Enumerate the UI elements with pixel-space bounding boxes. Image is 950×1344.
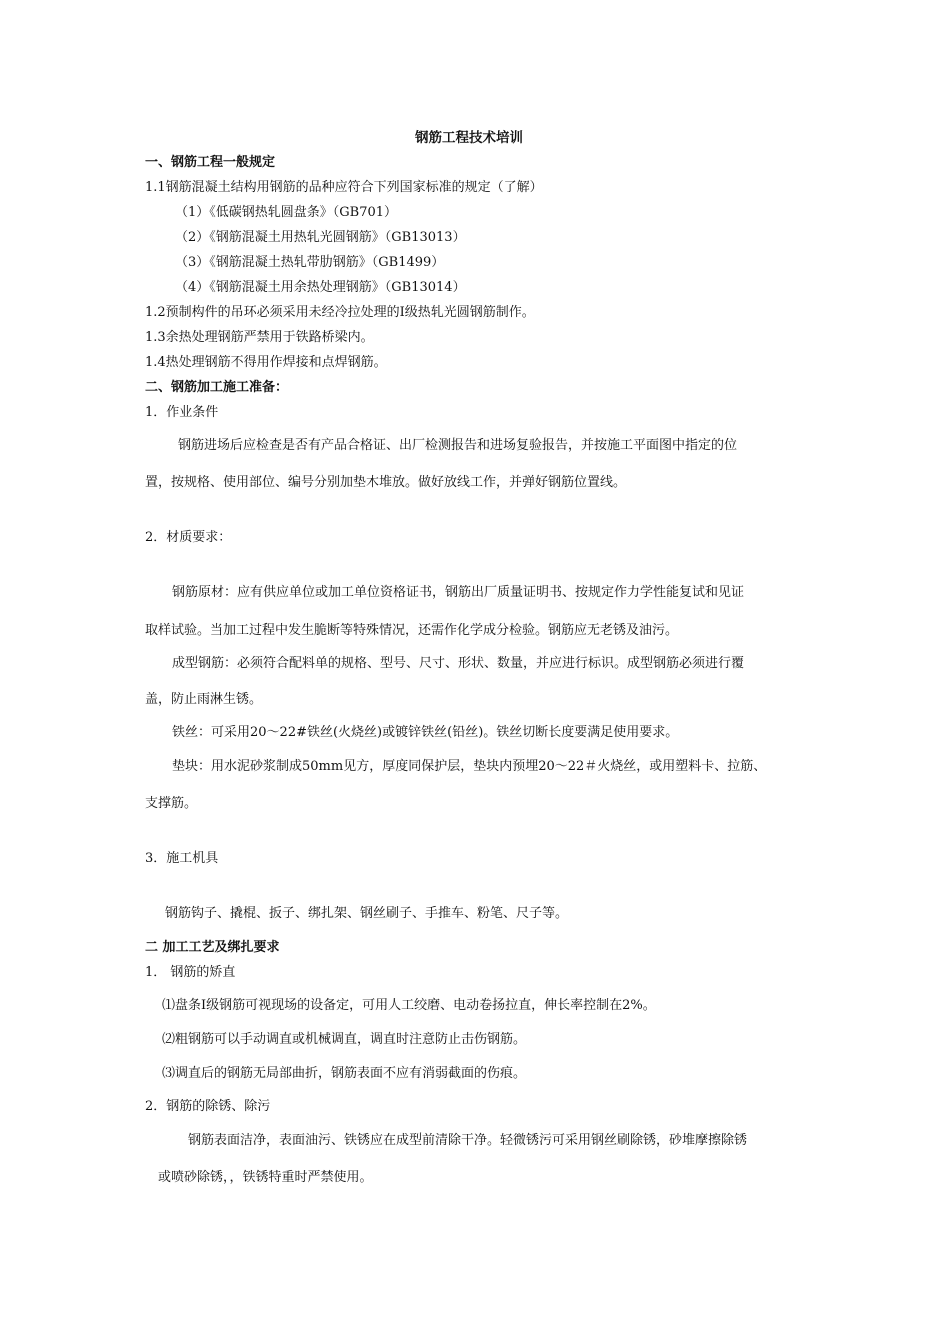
- standard-item-3: （3）《钢筋混凝土热轧带肋钢筋》（GB1499）: [175, 255, 445, 270]
- standard-item-2: （2）《钢筋混凝土用热轧光圆钢筋》（GB13013）: [175, 230, 466, 245]
- straightening-item-1: ⑴盘条Ⅰ级钢筋可视现场的设备定，可用人工绞磨、电动卷扬拉直，伸长率控制在2%。: [162, 998, 656, 1013]
- tools-paragraph: 钢筋钩子、撬棍、扳子、绑扎架、钢丝刷子、手推车、粉笔、尺子等。: [165, 906, 569, 921]
- rust-removal-line-1: 钢筋表面洁净，表面油污、铁锈应在成型前清除干净。轻微锈污可采用钢丝刷除锈，砂堆摩擦除锈: [188, 1133, 748, 1148]
- straightening-item-2: ⑵粗钢筋可以手动调直或机械调直，调直时注意防止击伤钢筋。: [162, 1032, 527, 1047]
- paragraph-1-2: 1.2预制构件的吊环必须采用未经冷拉处理的Ⅰ级热轧光圆钢筋制作。: [145, 305, 535, 320]
- raw-rebar-line-1: 钢筋原材：应有供应单位或加工单位资格证书，钢筋出厂质量证明书、按规定作力学性能复试和见证: [172, 585, 745, 600]
- section-2-heading: 二、钢筋加工施工准备：: [145, 380, 289, 395]
- subheading-material-requirements: 2．材质要求：: [145, 530, 232, 545]
- work-conditions-line-1: 钢筋进场后应检查是否有产品合格证、出厂检测报告和进场复验报告，并按施工平面图中指定的位: [178, 438, 738, 453]
- standard-item-1: （1）《低碳钢热轧圆盘条》（GB701）: [175, 205, 398, 220]
- wire-paragraph: 铁丝：可采用20～22#铁丝(火烧丝)或镀锌铁丝(铅丝)。铁丝切断长度要满足使用要求。: [172, 725, 679, 740]
- standard-item-4: （4）《钢筋混凝土用余热处理钢筋》（GB13014）: [175, 280, 466, 295]
- formed-rebar-line-2: 盖，防止雨淋生锈。: [145, 692, 263, 707]
- work-conditions-line-2: 置，按规格、使用部位、编号分别加垫木堆放。做好放线工作，并弹好钢筋位置线。: [145, 475, 627, 490]
- subheading-straightening: 1． 钢筋的矫直: [145, 965, 236, 980]
- section-1-heading: 一、钢筋工程一般规定: [145, 155, 276, 170]
- spacer-block-line-1: 垫块：用水泥砂浆制成50mm见方，厚度同保护层，垫块内预埋20～22＃火烧丝，或用塑料卡、拉筋、: [172, 759, 767, 774]
- subheading-rust-removal: 2．钢筋的除锈、除污: [145, 1099, 271, 1114]
- straightening-item-3: ⑶调直后的钢筋无局部曲折，钢筋表面不应有消弱截面的伤痕。: [162, 1066, 527, 1081]
- section-3-heading: 二 加工工艺及绑扎要求: [145, 940, 280, 955]
- formed-rebar-line-1: 成型钢筋：必须符合配料单的规格、型号、尺寸、形状、数量，并应进行标识。成型钢筋必须进行覆: [172, 656, 745, 671]
- subheading-tools: 3．施工机具: [145, 851, 219, 866]
- spacer-block-line-2: 支撑筋。: [145, 796, 198, 811]
- subheading-work-conditions: 1．作业条件: [145, 405, 219, 420]
- paragraph-1-4: 1.4热处理钢筋不得用作焊接和点焊钢筋。: [145, 355, 387, 370]
- rust-removal-line-2: 或喷砂除锈，，铁锈特重时严禁使用。: [158, 1170, 373, 1185]
- paragraph-1-3: 1.3余热处理钢筋严禁用于铁路桥梁内。: [145, 330, 374, 345]
- raw-rebar-line-2: 取样试验。当加工过程中发生脆断等特殊情况，还需作化学成分检验。钢筋应无老锈及油污。: [145, 623, 679, 638]
- document-title: 钢筋工程技术培训: [415, 130, 523, 146]
- paragraph-1-1: 1.1钢筋混凝土结构用钢筋的品种应符合下列国家标准的规定（了解）: [145, 180, 543, 195]
